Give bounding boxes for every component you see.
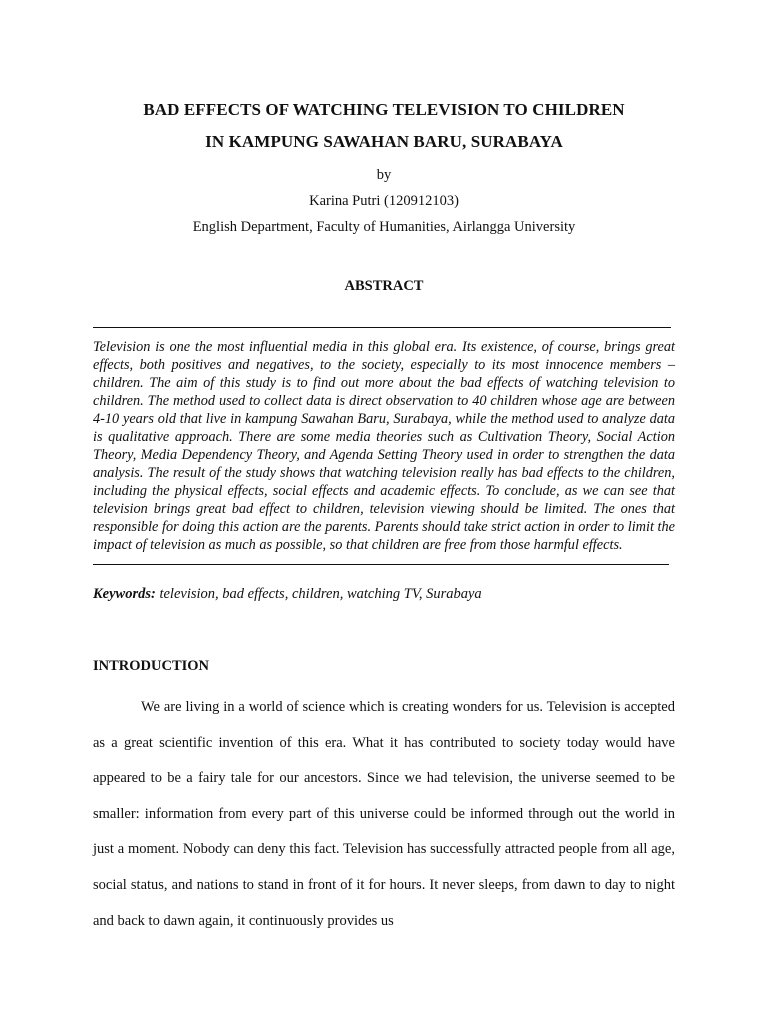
- abstract-bottom-rule: [93, 564, 669, 565]
- keywords-label: Keywords:: [93, 586, 160, 602]
- keywords-list: television, bad effects, children, watching TV, Surabaya: [159, 586, 482, 602]
- abstract-top-rule: [93, 327, 671, 328]
- abstract-heading: ABSTRACT: [344, 278, 424, 294]
- author-block: [93, 162, 675, 240]
- title-line-1: BAD EFFECTS OF WATCHING TELEVISION TO CHILDREN: [143, 100, 625, 119]
- by-label: by: [376, 167, 392, 183]
- paper-title: [93, 0, 675, 158]
- author-name: Karina Putri (120912103): [309, 193, 459, 209]
- introduction-paragraph: We are living in a world of science which is creating wonders for us. Television is accepted as a great scientific invention of this era. What it has contributed to society today would have appeared to be a fairy tale for our ancestors. Since we had television, the universe seemed to be smaller: information from every part of this universe could be informed through out the world in just a moment. Nobody can deny this fact. Television has successfully attracted people from all age, social status, and nations to stand in front of it for hours. It never sleeps, from dawn to day to night and back to dawn again, it continuously provides us: [93, 699, 675, 929]
- author-affiliation: English Department, Faculty of Humanities, Airlangga University: [192, 219, 576, 235]
- keywords-line: [93, 584, 675, 604]
- introduction-heading: INTRODUCTION: [93, 658, 210, 674]
- title-line-2: IN KAMPUNG SAWAHAN BARU, SURABAYA: [205, 132, 563, 151]
- abstract-text: Television is one the most influential media in this global era. Its existence, of course, brings great effects, both positives and negatives, to the society, especially to its most innocence members – children. The aim of this study is to find out more about the bad effects of watching television to children. The method used to collect data is direct observation to 40 children whose age are between 4-10 years old that live in kampung Sawahan Baru, Surabaya, while the method used to analyze data is qualitative approach. There are some media theories such as Cultivation Theory, Social Action Theory, Media Dependency Theory, and Agenda Setting Theory used in order to strengthen the data analysis. The result of the study shows that watching television really has bad effects to the children, including the physical effects, social effects and academic effects. To conclude, as we can see that television brings great bad effect to children, television viewing should be limited. The ones that responsible for doing this action are the parents. Parents should take strict action in order to limit the impact of television as much as possible, so that children are free from those harmful effects.: [93, 339, 675, 553]
